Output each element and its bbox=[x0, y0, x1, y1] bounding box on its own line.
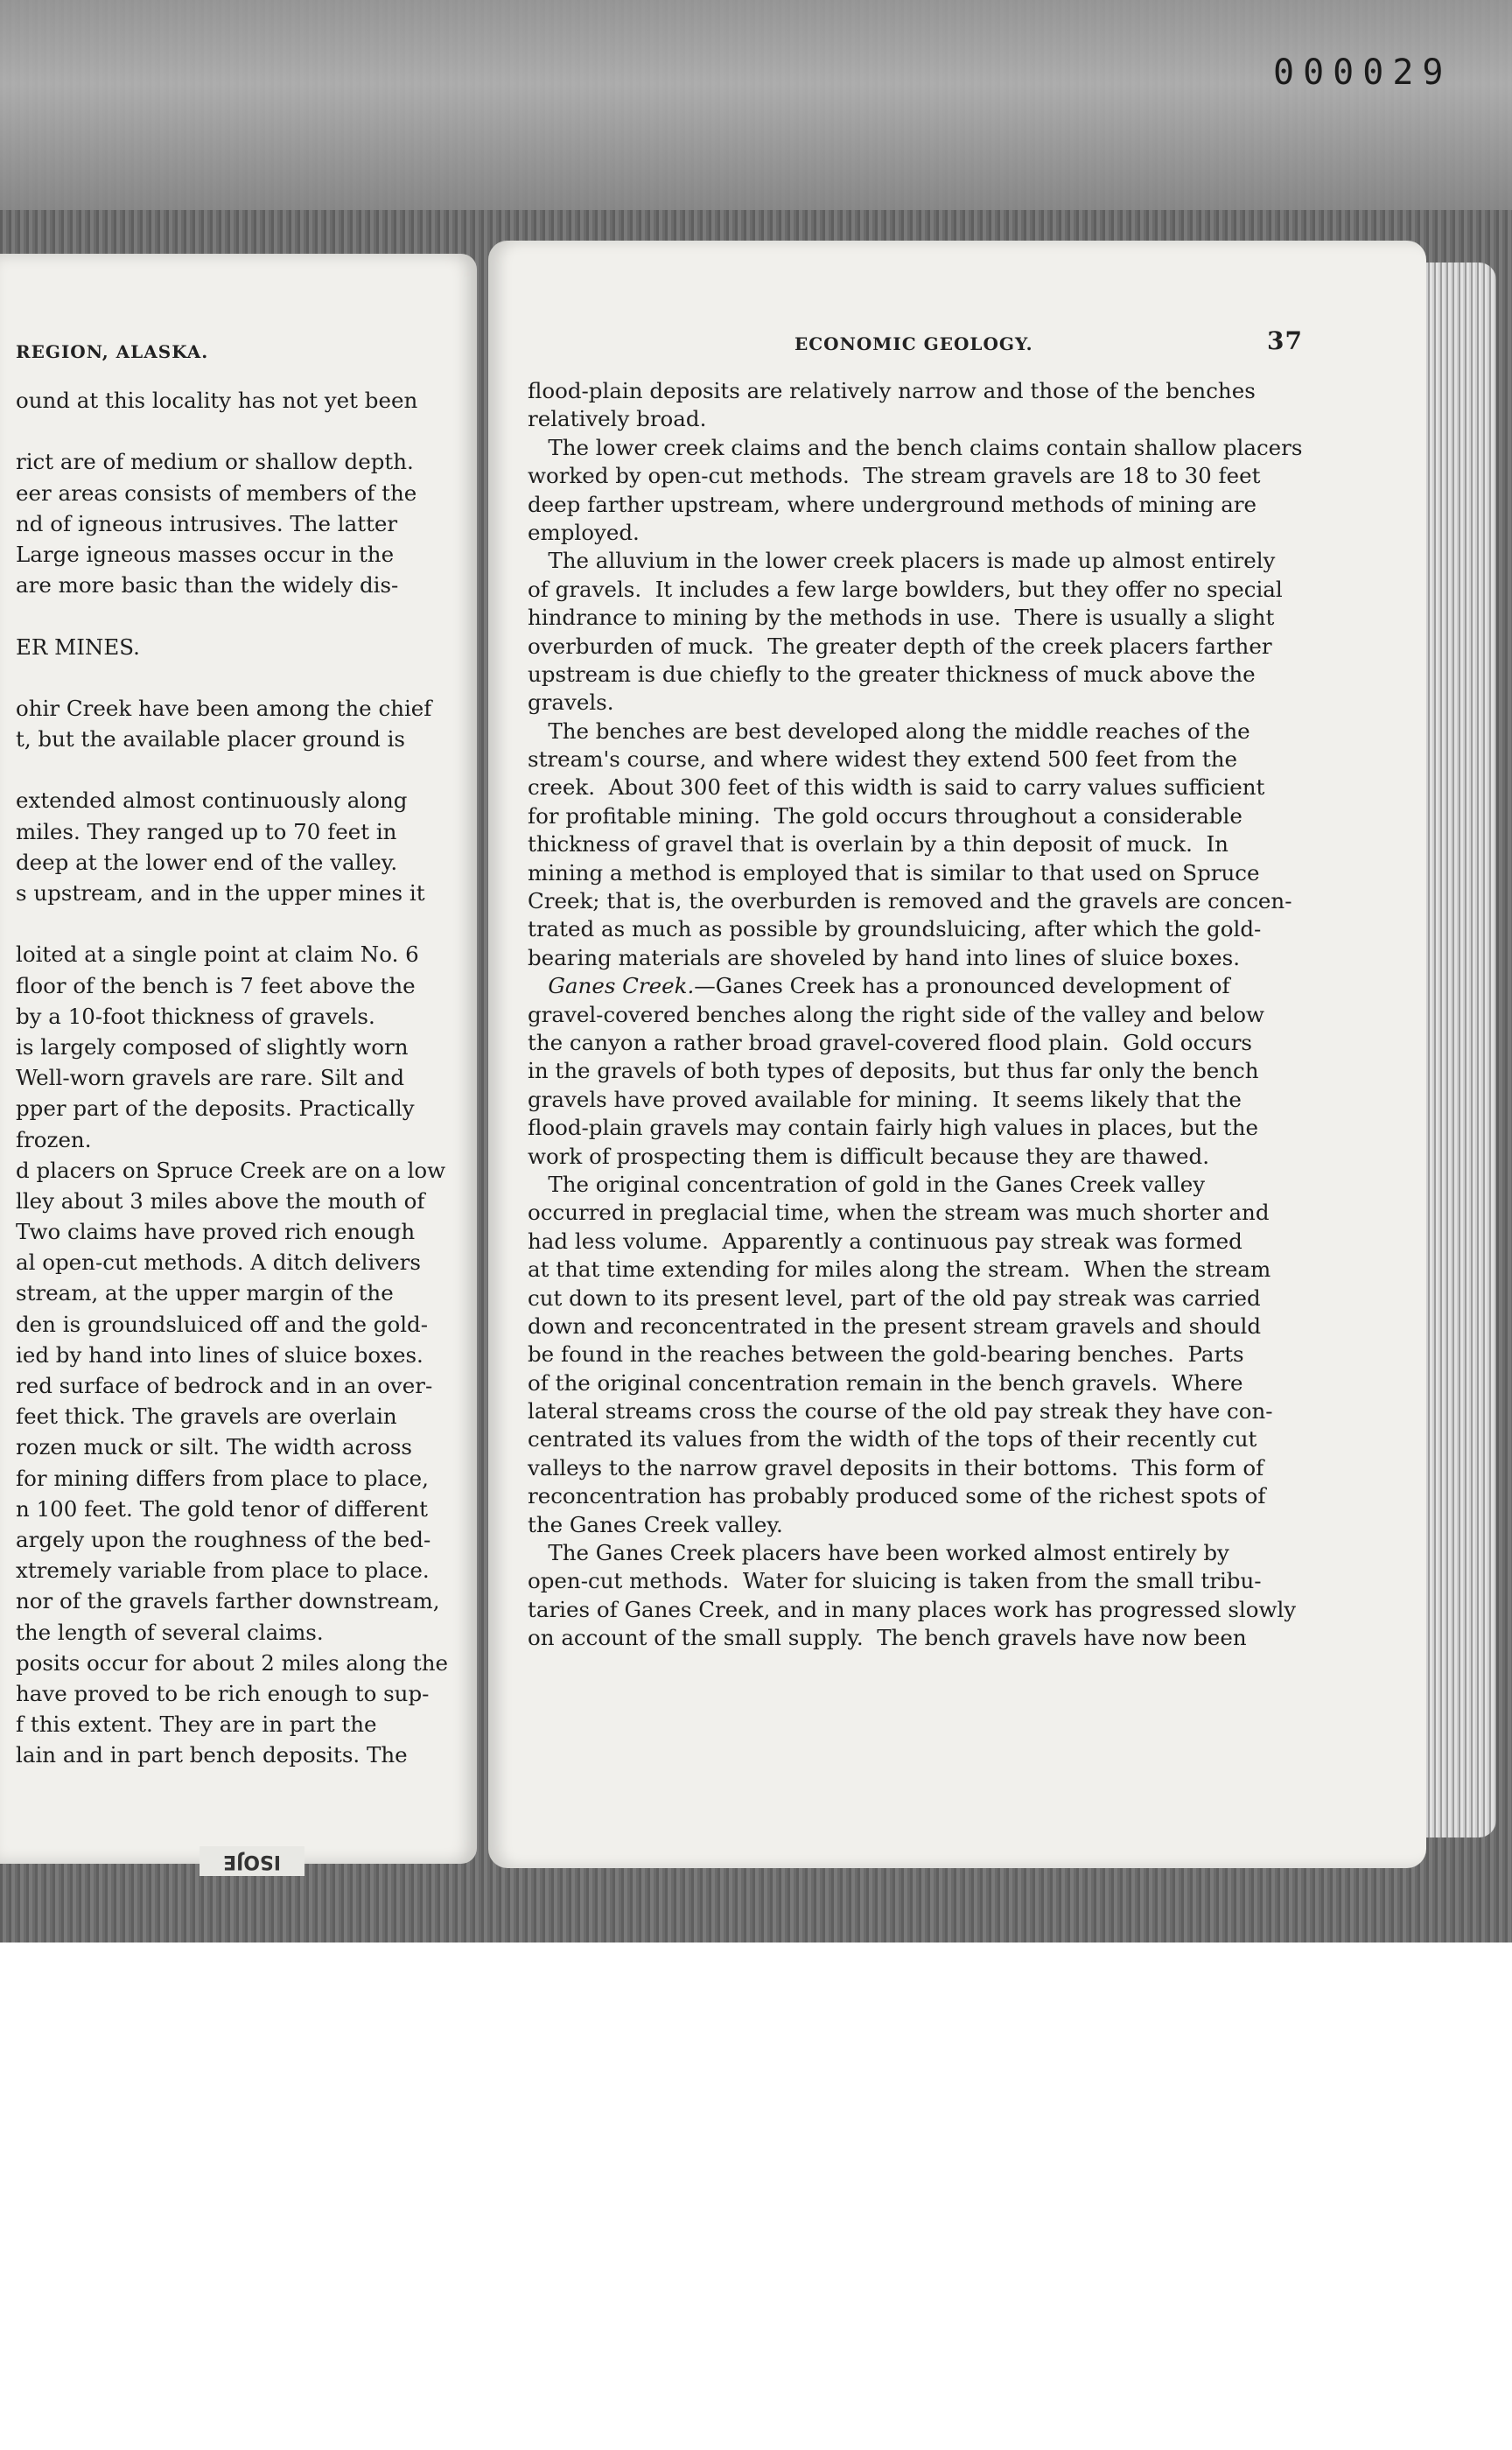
left-text-line: for mining differs from place to place, bbox=[16, 1465, 429, 1491]
right-text-line: The benches are best developed along the middle reaches of the bbox=[528, 718, 1250, 744]
section-heading: Ganes Creek. bbox=[528, 973, 695, 999]
left-text-line: stream, at the upper margin of the bbox=[16, 1280, 394, 1306]
right-text-line: for profitable mining. The gold occurs throughout a considerable bbox=[528, 802, 1242, 829]
scan-top-shading bbox=[0, 0, 1512, 210]
stamp-label: ISOJE bbox=[200, 1846, 304, 1876]
left-text-line: feet thick. The gravels are overlain bbox=[16, 1404, 397, 1430]
left-text-line: ied by hand into lines of sluice boxes. bbox=[16, 1341, 424, 1368]
right-text-line: in the gravels of both types of deposits, but thus far only the bench bbox=[528, 1058, 1259, 1084]
right-text-line: gravels have proved available for mining. It seems likely that the bbox=[528, 1086, 1242, 1112]
right-text-line: on account of the small supply. The bench gravels have now been bbox=[528, 1625, 1247, 1651]
left-text-line: pper part of the deposits. Practically bbox=[16, 1096, 415, 1122]
left-text-line: ohir Creek have been among the chief bbox=[16, 695, 432, 721]
left-text-line: have proved to be rich enough to sup- bbox=[16, 1680, 430, 1706]
left-text-line: xtremely variable from place to place. bbox=[16, 1558, 430, 1584]
right-text-line: of the original concentration remain in the bench gravels. Where bbox=[528, 1369, 1243, 1396]
left-text-line: deep at the lower end of the valley. bbox=[16, 849, 398, 875]
left-text-line bbox=[16, 416, 448, 446]
left-text-line: floor of the bench is 7 feet above the bbox=[16, 972, 416, 998]
left-text-line: is largely composed of slightly worn bbox=[16, 1033, 409, 1060]
page-number: 37 bbox=[1267, 326, 1303, 355]
right-text-line: cut down to its present level, part of the old pay streak was carried bbox=[528, 1284, 1261, 1311]
right-text-line bbox=[528, 972, 1394, 1000]
right-text-line: stream's course, and where widest they extend 500 feet from the bbox=[528, 746, 1238, 773]
left-text-line: argely upon the roughness of the bed- bbox=[16, 1526, 431, 1552]
right-text-line: lateral streams cross the course of the old pay streak they have con- bbox=[528, 1398, 1273, 1424]
right-text-line: gravel-covered benches along the right side of the valley and below bbox=[528, 1001, 1265, 1027]
left-page-header: REGION, ALASKA. bbox=[16, 341, 209, 362]
right-text-line: mining a method is employed that is similar to that used on Spruce bbox=[528, 859, 1260, 886]
left-text-line bbox=[16, 662, 448, 693]
left-page-text bbox=[16, 385, 448, 1770]
right-text-line: trated as much as possible by groundsluicing, after which the gold- bbox=[528, 916, 1262, 942]
right-text-line: thickness of gravel that is overlain by a thin deposit of muck. In bbox=[528, 831, 1228, 858]
right-text-line: worked by open-cut methods. The stream gravels are 18 to 30 feet bbox=[528, 463, 1261, 489]
right-text-line: creek. About 300 feet of this width is said to carry values sufficient bbox=[528, 774, 1265, 801]
right-text-line: Creek; that is, the overburden is removed and the gravels are concen- bbox=[528, 888, 1292, 914]
left-text-line: f this extent. They are in part the bbox=[16, 1712, 377, 1738]
right-text-line: hindrance to mining by the methods in use. There is usually a slight bbox=[528, 605, 1275, 631]
left-text-line: ER MINES. bbox=[16, 634, 140, 660]
right-text-line: bearing materials are shoveled by hand into lines of sluice boxes. bbox=[528, 944, 1240, 970]
right-text-line: of gravels. It includes a few large bowlders, but they offer no special bbox=[528, 576, 1283, 602]
right-text-line: overburden of muck. The greater depth of the creek placers farther bbox=[528, 633, 1272, 659]
right-text-line: down and reconcentrated in the present stream gravels and should bbox=[528, 1312, 1262, 1339]
right-text-line-rest: —Ganes Creek has a pronounced development of bbox=[694, 973, 1230, 999]
right-text-line: be found in the reaches between the gold-bearing benches. Parts bbox=[528, 1341, 1244, 1368]
right-text-line: valleys to the narrow gravel deposits in their bottoms. This form of bbox=[528, 1454, 1264, 1480]
right-text-line: relatively broad. bbox=[528, 406, 707, 432]
right-page-text bbox=[528, 377, 1394, 1653]
right-text-line: work of prospecting them is difficult because they are thawed. bbox=[528, 1143, 1209, 1169]
left-text-line: lain and in part bench deposits. The bbox=[16, 1742, 408, 1768]
right-page bbox=[488, 241, 1426, 1868]
right-text-line: upstream is due chiefly to the greater thickness of muck above the bbox=[528, 661, 1256, 687]
left-text-line: extended almost continuously along bbox=[16, 788, 408, 814]
right-text-line: the Ganes Creek valley. bbox=[528, 1511, 783, 1537]
left-text-line: loited at a single point at claim No. 6 bbox=[16, 942, 419, 968]
right-text-line: had less volume. Apparently a continuous pay streak was formed bbox=[528, 1228, 1242, 1254]
left-text-line: miles. They ranged up to 70 feet in bbox=[16, 818, 397, 844]
right-page-header: ECONOMIC GEOLOGY. bbox=[794, 333, 1033, 354]
left-text-line: by a 10-foot thickness of gravels. bbox=[16, 1003, 375, 1029]
left-text-line: are more basic than the widely dis- bbox=[16, 572, 399, 598]
left-text-line: posits occur for about 2 miles along the bbox=[16, 1649, 448, 1676]
right-text-line: open-cut methods. Water for sluicing is taken from the small tribu- bbox=[528, 1568, 1262, 1594]
right-text-line: at that time extending for miles along the stream. When the stream bbox=[528, 1256, 1271, 1283]
right-text-line: deep farther upstream, where underground methods of mining are bbox=[528, 491, 1257, 517]
left-text-line: Well-worn gravels are rare. Silt and bbox=[16, 1065, 405, 1091]
right-text-line: the canyon a rather broad gravel-covered flood plain. Gold occurs bbox=[528, 1029, 1252, 1055]
right-text-line: flood-plain deposits are relatively narrow and those of the benches bbox=[528, 378, 1256, 403]
left-text-line bbox=[16, 908, 448, 939]
right-text-line: employed. bbox=[528, 519, 640, 545]
right-text-line: The alluvium in the lower creek placers is made up almost entirely bbox=[528, 548, 1276, 574]
left-text-line: n 100 feet. The gold tenor of different bbox=[16, 1495, 428, 1522]
left-text-line: al open-cut methods. A ditch delivers bbox=[16, 1250, 421, 1276]
left-text-line: frozen. bbox=[16, 1126, 92, 1152]
left-text-line: Two claims have proved rich enough bbox=[16, 1219, 416, 1245]
left-text-line: t, but the available placer ground is bbox=[16, 726, 405, 752]
book-page-edges bbox=[1426, 262, 1496, 1838]
right-text-line: The lower creek claims and the bench claims contain shallow placers bbox=[528, 434, 1303, 460]
left-text-line bbox=[16, 600, 448, 631]
left-text-line: den is groundsluiced off and the gold- bbox=[16, 1311, 428, 1337]
left-text-line: ound at this locality has not yet been bbox=[16, 388, 418, 413]
right-text-line: centrated its values from the width of the tops of their recently cut bbox=[528, 1426, 1257, 1452]
left-text-line: the length of several claims. bbox=[16, 1619, 324, 1645]
left-text-line: rict are of medium or shallow depth. bbox=[16, 449, 414, 475]
left-text-line: nd of igneous intrusives. The latter bbox=[16, 510, 398, 536]
serial-number: 000029 bbox=[1273, 52, 1452, 93]
left-text-line bbox=[16, 754, 448, 785]
left-text-line: eer areas consists of members of the bbox=[16, 480, 417, 506]
left-text-line: rozen muck or silt. The width across bbox=[16, 1434, 412, 1460]
left-page bbox=[0, 254, 477, 1864]
right-text-line: gravels. bbox=[528, 690, 614, 716]
right-text-line: flood-plain gravels may contain fairly high values in places, but the bbox=[528, 1115, 1259, 1141]
left-text-line: Large igneous masses occur in the bbox=[16, 541, 395, 567]
left-text-line: d placers on Spruce Creek are on a low bbox=[16, 1157, 446, 1183]
left-text-line: lley about 3 miles above the mouth of bbox=[16, 1187, 425, 1214]
left-text-line: s upstream, and in the upper mines it bbox=[16, 880, 425, 906]
right-text-line: taries of Ganes Creek, and in many places work has progressed slowly bbox=[528, 1596, 1297, 1622]
right-text-line: The Ganes Creek placers have been worked almost entirely by bbox=[528, 1540, 1229, 1566]
right-text-line: reconcentration has probably produced some of the richest spots of bbox=[528, 1483, 1266, 1509]
left-text-line: red surface of bedrock and in an over- bbox=[16, 1373, 433, 1398]
right-text-line: occurred in preglacial time, when the stream was much shorter and bbox=[528, 1200, 1270, 1226]
right-text-line: The original concentration of gold in the Ganes Creek valley bbox=[528, 1171, 1206, 1197]
left-text-line: nor of the gravels farther downstream, bbox=[16, 1588, 440, 1614]
